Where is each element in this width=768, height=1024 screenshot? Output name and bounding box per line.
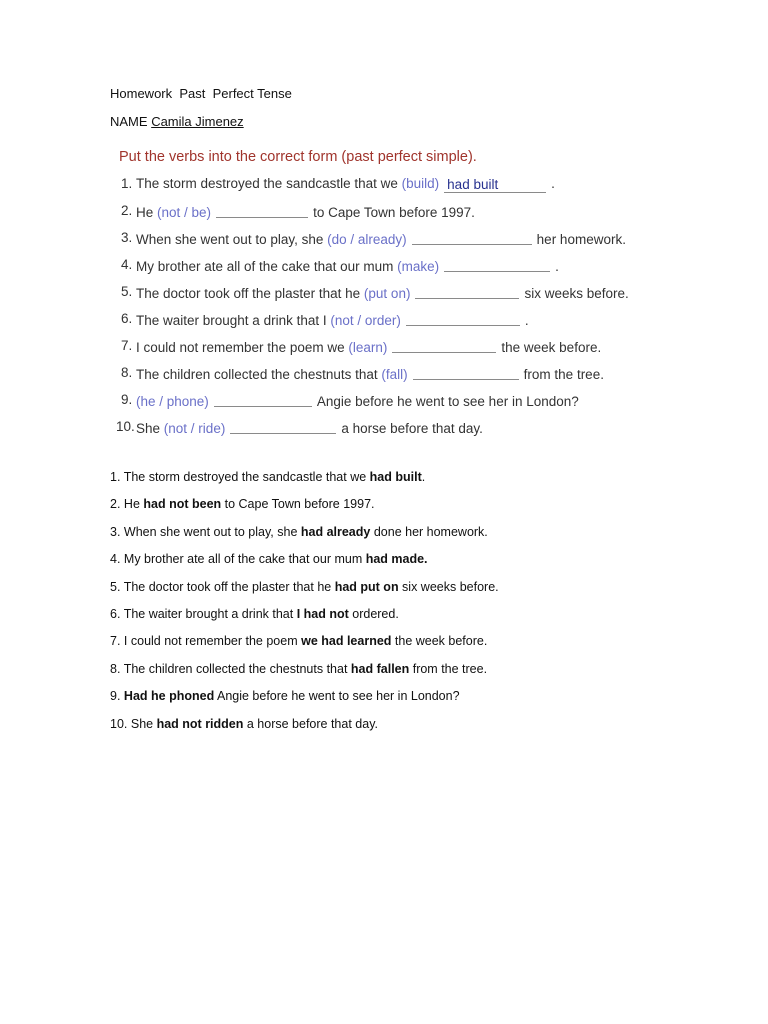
answer-block bbox=[110, 468, 670, 742]
answer-item bbox=[110, 550, 670, 577]
answer-number: 2. bbox=[110, 497, 121, 512]
answer-text-end: the week before. bbox=[391, 634, 488, 649]
item-text-end: from the tree. bbox=[523, 367, 604, 382]
answer-item bbox=[110, 523, 670, 550]
answer-text-end: a horse before that day. bbox=[243, 716, 378, 731]
item-text: When she went out to play, she bbox=[136, 232, 324, 247]
answer-verb: had not been bbox=[143, 497, 222, 512]
item-number: 4. bbox=[121, 257, 133, 272]
answer-text: She bbox=[130, 716, 157, 731]
answer-item bbox=[110, 578, 670, 605]
answer-number: 8. bbox=[110, 661, 121, 676]
exercise-instruction: Put the verbs into the correct form (past perfect simple). bbox=[119, 149, 477, 165]
answer-text: The storm destroyed the sandcastle that we bbox=[123, 470, 370, 484]
exercise-item bbox=[119, 310, 679, 337]
answer-text-end: . bbox=[421, 470, 426, 484]
item-number: 3. bbox=[121, 230, 133, 245]
answer-item bbox=[110, 715, 670, 742]
exercise-item bbox=[119, 337, 679, 364]
answer-verb: had not ridden bbox=[156, 716, 244, 731]
item-text: He bbox=[136, 205, 154, 220]
item-text-end: to Cape Town before 1997. bbox=[313, 205, 475, 220]
answer-number: 4. bbox=[110, 552, 121, 567]
homework-title: Homework Past Perfect Tense bbox=[110, 86, 292, 101]
answer-text: The doctor took off the plaster that he bbox=[123, 579, 335, 594]
answer-text: My brother ate all of the cake that our mum bbox=[123, 552, 366, 567]
exercise-item bbox=[119, 364, 679, 391]
item-text-end: her homework. bbox=[536, 232, 626, 247]
item-text: I could not remember the poem we bbox=[136, 340, 345, 355]
answer-blank[interactable] bbox=[444, 257, 550, 272]
answer-blank[interactable] bbox=[230, 419, 336, 434]
exercise-block bbox=[116, 147, 679, 445]
answer-verb: I had not bbox=[296, 606, 349, 621]
answer-blank[interactable] bbox=[412, 230, 532, 245]
verb-hint: (build) bbox=[401, 176, 440, 191]
item-text: The storm destroyed the sandcastle that we bbox=[136, 176, 398, 191]
student-name: Camila Jimenez bbox=[151, 114, 244, 129]
answer-text-end: six weeks before. bbox=[398, 579, 499, 594]
item-number: 1. bbox=[121, 176, 133, 191]
answer-number: 1. bbox=[110, 470, 121, 484]
answer-text: The waiter brought a drink that bbox=[123, 606, 297, 621]
answer-number: 6. bbox=[110, 606, 121, 621]
answer-text-end: from the tree. bbox=[409, 661, 488, 676]
answer-number: 9. bbox=[110, 689, 121, 704]
answer-item bbox=[110, 468, 670, 495]
exercise-item bbox=[119, 256, 679, 283]
answer-text: I could not remember the poem bbox=[123, 634, 302, 649]
verb-hint: (not / order) bbox=[330, 313, 401, 328]
answer-item bbox=[110, 605, 670, 632]
answer-text-end: Angie before he went to see her in London? bbox=[214, 689, 460, 704]
item-number: 8. bbox=[121, 365, 133, 380]
answer-blank[interactable] bbox=[216, 203, 308, 218]
item-text-end: . bbox=[551, 176, 555, 191]
exercise-item bbox=[119, 229, 679, 256]
verb-hint: (make) bbox=[397, 259, 440, 274]
answer-blank[interactable] bbox=[392, 338, 496, 353]
item-text-end: Angie before he went to see her in London? bbox=[316, 394, 579, 409]
verb-hint: (not / ride) bbox=[163, 421, 226, 436]
verb-hint: (fall) bbox=[381, 367, 408, 382]
answer-verb: had already bbox=[300, 524, 371, 539]
verb-hint: (he / phone) bbox=[136, 394, 209, 409]
answer-number: 10. bbox=[110, 716, 128, 731]
item-number: 2. bbox=[121, 203, 133, 218]
answer-blank[interactable] bbox=[406, 311, 520, 326]
answer-blank[interactable] bbox=[415, 284, 519, 299]
answer-item bbox=[110, 632, 670, 659]
answer-text-end: ordered. bbox=[348, 606, 399, 621]
answer-list bbox=[110, 468, 670, 742]
exercise-item bbox=[119, 283, 679, 310]
exercise-item bbox=[116, 418, 679, 445]
answer-verb: we had learned bbox=[301, 634, 392, 649]
answer-text: When she went out to play, she bbox=[123, 524, 301, 539]
answer-blank[interactable] bbox=[413, 365, 519, 380]
answer-text-end: to Cape Town before 1997. bbox=[221, 497, 375, 512]
answer-item bbox=[110, 687, 670, 714]
answer-item bbox=[110, 495, 670, 522]
verb-hint: (do / already) bbox=[327, 232, 407, 247]
item-text: The doctor took off the plaster that he bbox=[136, 286, 361, 301]
answer-verb: had put on bbox=[334, 579, 399, 594]
verb-hint: (learn) bbox=[348, 340, 388, 355]
item-text-end: the week before. bbox=[501, 340, 602, 355]
answer-verb: had built bbox=[369, 470, 422, 484]
name-line bbox=[110, 114, 244, 130]
answer-number: 3. bbox=[110, 524, 121, 539]
answer-text: The children collected the chestnuts that bbox=[123, 661, 351, 676]
answer-text-end: done her homework. bbox=[370, 524, 488, 539]
answer-number: 7. bbox=[110, 634, 121, 649]
item-text: The children collected the chestnuts that bbox=[136, 367, 378, 382]
answer-text: He bbox=[123, 497, 144, 512]
item-text: My brother ate all of the cake that our mum bbox=[136, 259, 394, 274]
answer-blank[interactable]: had built bbox=[444, 178, 546, 193]
exercise-item bbox=[119, 175, 679, 202]
item-text: The waiter brought a drink that I bbox=[136, 313, 327, 328]
answer-blank[interactable] bbox=[214, 392, 312, 407]
item-text-end: a horse before that day. bbox=[341, 421, 483, 436]
exercise-item bbox=[119, 391, 679, 418]
verb-hint: (put on) bbox=[363, 286, 411, 301]
exercise-list bbox=[116, 175, 679, 445]
item-number: 10. bbox=[116, 419, 135, 434]
answer-number: 5. bbox=[110, 579, 121, 594]
item-number: 6. bbox=[121, 311, 133, 326]
item-text-end: . bbox=[555, 259, 559, 274]
item-number: 7. bbox=[121, 338, 133, 353]
item-number: 9. bbox=[121, 392, 133, 407]
answer-verb: Had he phoned bbox=[123, 689, 215, 704]
answer-verb: had made. bbox=[365, 552, 428, 567]
item-text-end: six weeks before. bbox=[524, 286, 629, 301]
answer-verb: had fallen bbox=[350, 661, 410, 676]
verb-hint: (not / be) bbox=[157, 205, 212, 220]
name-label: NAME bbox=[110, 114, 148, 129]
item-text-end: . bbox=[524, 313, 529, 328]
item-text: She bbox=[136, 421, 161, 436]
answer-item bbox=[110, 660, 670, 687]
exercise-item bbox=[119, 202, 679, 229]
item-number: 5. bbox=[121, 284, 133, 299]
